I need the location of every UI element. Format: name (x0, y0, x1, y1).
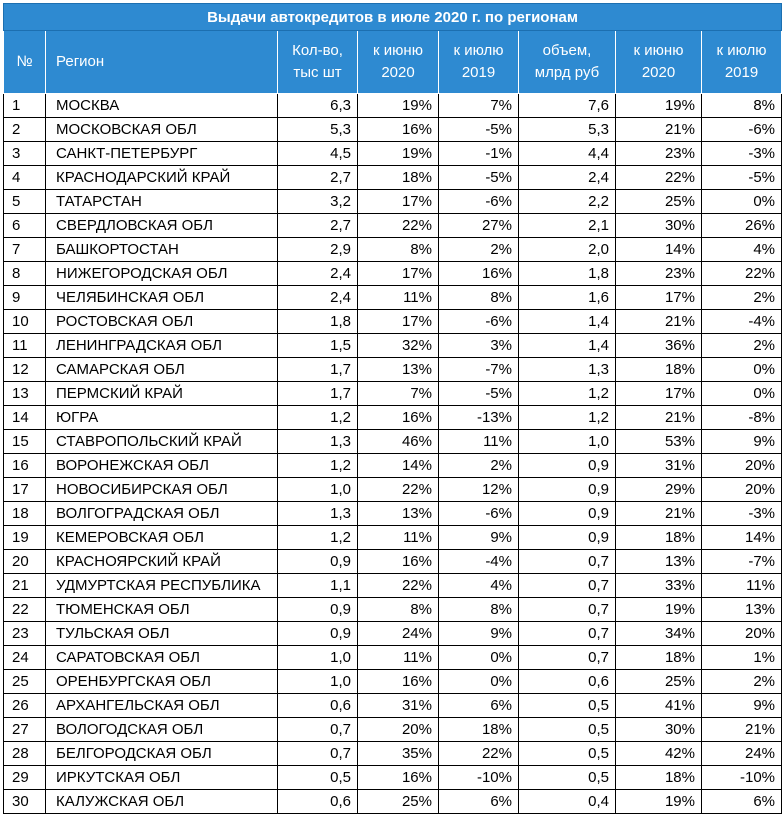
table-row (4, 382, 782, 406)
volume-value: 0,7 (519, 550, 616, 574)
volume-value: 4,4 (519, 142, 616, 166)
count-value: 1,2 (278, 526, 358, 550)
volume-value: 0,5 (519, 766, 616, 790)
row-num: 19 (4, 526, 46, 550)
volume-vs-july: 4% (702, 238, 782, 262)
volume-vs-june: 19% (616, 94, 702, 118)
row-num: 4 (4, 166, 46, 190)
table-row (4, 622, 782, 646)
count-vs-july: -5% (439, 382, 519, 406)
count-vs-june: 17% (358, 310, 439, 334)
table-row (4, 598, 782, 622)
count-value: 1,0 (278, 478, 358, 502)
count-vs-july: 27% (439, 214, 519, 238)
count-vs-june: 24% (358, 622, 439, 646)
region-name: КЕМЕРОВСКАЯ ОБЛ (46, 526, 278, 550)
count-value: 0,6 (278, 790, 358, 814)
count-value: 1,2 (278, 454, 358, 478)
volume-value: 1,8 (519, 262, 616, 286)
count-vs-july: -4% (439, 550, 519, 574)
count-value: 1,5 (278, 334, 358, 358)
count-vs-july: 2% (439, 454, 519, 478)
count-vs-june: 20% (358, 718, 439, 742)
count-vs-july: 6% (439, 694, 519, 718)
count-value: 5,3 (278, 118, 358, 142)
volume-value: 0,7 (519, 622, 616, 646)
row-num: 26 (4, 694, 46, 718)
volume-vs-july: 26% (702, 214, 782, 238)
table-row (4, 454, 782, 478)
count-vs-july: -7% (439, 358, 519, 382)
table-row (4, 94, 782, 118)
loans-table (3, 3, 782, 814)
volume-vs-july: 22% (702, 262, 782, 286)
table-row (4, 214, 782, 238)
count-vs-june: 16% (358, 550, 439, 574)
row-num: 5 (4, 190, 46, 214)
volume-vs-june: 42% (616, 742, 702, 766)
row-num: 21 (4, 574, 46, 598)
count-value: 4,5 (278, 142, 358, 166)
count-vs-july: -13% (439, 406, 519, 430)
count-vs-june: 13% (358, 502, 439, 526)
volume-vs-june: 13% (616, 550, 702, 574)
header-count: Кол-во, тыс шт (278, 31, 358, 94)
table-row (4, 574, 782, 598)
volume-vs-july: 2% (702, 286, 782, 310)
region-name: НОВОСИБИРСКАЯ ОБЛ (46, 478, 278, 502)
volume-vs-july: 24% (702, 742, 782, 766)
row-num: 11 (4, 334, 46, 358)
count-vs-july: 12% (439, 478, 519, 502)
count-vs-july: 8% (439, 286, 519, 310)
table-row (4, 166, 782, 190)
volume-vs-june: 53% (616, 430, 702, 454)
table-body (4, 94, 782, 814)
count-vs-july: 2% (439, 238, 519, 262)
volume-vs-july: -3% (702, 502, 782, 526)
count-value: 1,0 (278, 646, 358, 670)
region-name: ИРКУТСКАЯ ОБЛ (46, 766, 278, 790)
table-row (4, 310, 782, 334)
table-row (4, 694, 782, 718)
count-vs-july: -6% (439, 310, 519, 334)
volume-vs-june: 18% (616, 526, 702, 550)
volume-value: 0,6 (519, 670, 616, 694)
count-value: 2,9 (278, 238, 358, 262)
volume-vs-july: 21% (702, 718, 782, 742)
table-row (4, 142, 782, 166)
volume-vs-june: 29% (616, 478, 702, 502)
volume-value: 1,3 (519, 358, 616, 382)
table-row (4, 190, 782, 214)
row-num: 2 (4, 118, 46, 142)
volume-value: 0,9 (519, 478, 616, 502)
volume-vs-july: 0% (702, 190, 782, 214)
volume-value: 1,6 (519, 286, 616, 310)
count-vs-june: 22% (358, 574, 439, 598)
count-value: 0,7 (278, 742, 358, 766)
region-name: УДМУРТСКАЯ РЕСПУБЛИКА (46, 574, 278, 598)
volume-vs-july: -3% (702, 142, 782, 166)
volume-vs-july: -6% (702, 118, 782, 142)
count-value: 1,3 (278, 430, 358, 454)
table-row (4, 526, 782, 550)
volume-value: 0,5 (519, 694, 616, 718)
table-row (4, 334, 782, 358)
volume-vs-july: 14% (702, 526, 782, 550)
volume-value: 0,5 (519, 742, 616, 766)
volume-value: 0,4 (519, 790, 616, 814)
row-num: 30 (4, 790, 46, 814)
volume-vs-july: 20% (702, 478, 782, 502)
volume-vs-june: 23% (616, 262, 702, 286)
count-vs-june: 16% (358, 406, 439, 430)
volume-value: 2,2 (519, 190, 616, 214)
volume-value: 2,1 (519, 214, 616, 238)
row-num: 20 (4, 550, 46, 574)
volume-vs-july: -10% (702, 766, 782, 790)
count-vs-june: 22% (358, 214, 439, 238)
region-name: АРХАНГЕЛЬСКАЯ ОБЛ (46, 694, 278, 718)
volume-vs-june: 36% (616, 334, 702, 358)
count-vs-july: -5% (439, 118, 519, 142)
region-name: ЮГРА (46, 406, 278, 430)
volume-vs-june: 25% (616, 670, 702, 694)
region-name: ВОРОНЕЖСКАЯ ОБЛ (46, 454, 278, 478)
volume-value: 0,7 (519, 574, 616, 598)
row-num: 15 (4, 430, 46, 454)
row-num: 9 (4, 286, 46, 310)
table-row (4, 286, 782, 310)
table-row (4, 550, 782, 574)
count-vs-july: -5% (439, 166, 519, 190)
count-value: 2,4 (278, 262, 358, 286)
count-value: 1,7 (278, 382, 358, 406)
volume-vs-july: 9% (702, 430, 782, 454)
count-vs-june: 19% (358, 94, 439, 118)
row-num: 12 (4, 358, 46, 382)
header-count-vs-june: к июню 2020 (358, 31, 439, 94)
volume-value: 7,6 (519, 94, 616, 118)
volume-value: 1,2 (519, 406, 616, 430)
row-num: 22 (4, 598, 46, 622)
table-row (4, 430, 782, 454)
count-vs-june: 11% (358, 526, 439, 550)
count-vs-july: 4% (439, 574, 519, 598)
volume-vs-june: 41% (616, 694, 702, 718)
table-row (4, 718, 782, 742)
volume-vs-july: -4% (702, 310, 782, 334)
count-vs-june: 17% (358, 262, 439, 286)
count-value: 0,9 (278, 598, 358, 622)
volume-vs-july: 20% (702, 454, 782, 478)
volume-vs-july: 6% (702, 790, 782, 814)
header-volume: объем, млрд руб (519, 31, 616, 94)
count-vs-june: 19% (358, 142, 439, 166)
region-name: МОСКОВСКАЯ ОБЛ (46, 118, 278, 142)
volume-vs-june: 34% (616, 622, 702, 646)
table-container (3, 3, 781, 814)
volume-vs-july: -8% (702, 406, 782, 430)
volume-value: 1,2 (519, 382, 616, 406)
count-vs-june: 11% (358, 286, 439, 310)
volume-value: 0,5 (519, 718, 616, 742)
region-name: ПЕРМСКИЙ КРАЙ (46, 382, 278, 406)
volume-value: 5,3 (519, 118, 616, 142)
region-name: ВОЛГОГРАДСКАЯ ОБЛ (46, 502, 278, 526)
count-vs-june: 8% (358, 238, 439, 262)
table-row (4, 406, 782, 430)
volume-vs-june: 21% (616, 310, 702, 334)
volume-value: 1,4 (519, 334, 616, 358)
count-vs-july: 0% (439, 670, 519, 694)
region-name: ВОЛОГОДСКАЯ ОБЛ (46, 718, 278, 742)
count-value: 0,5 (278, 766, 358, 790)
volume-vs-june: 18% (616, 358, 702, 382)
region-name: СВЕРДЛОВСКАЯ ОБЛ (46, 214, 278, 238)
region-name: ТЮМЕНСКАЯ ОБЛ (46, 598, 278, 622)
table-row (4, 358, 782, 382)
count-vs-july: 7% (439, 94, 519, 118)
volume-vs-june: 21% (616, 118, 702, 142)
region-name: ТУЛЬСКАЯ ОБЛ (46, 622, 278, 646)
volume-vs-june: 22% (616, 166, 702, 190)
volume-vs-june: 30% (616, 718, 702, 742)
count-vs-june: 16% (358, 118, 439, 142)
count-vs-july: 6% (439, 790, 519, 814)
count-vs-june: 22% (358, 478, 439, 502)
volume-vs-july: 8% (702, 94, 782, 118)
volume-vs-july: 9% (702, 694, 782, 718)
volume-vs-july: -5% (702, 166, 782, 190)
count-value: 0,9 (278, 622, 358, 646)
row-num: 23 (4, 622, 46, 646)
region-name: САРАТОВСКАЯ ОБЛ (46, 646, 278, 670)
table-row (4, 478, 782, 502)
row-num: 16 (4, 454, 46, 478)
count-vs-july: 0% (439, 646, 519, 670)
volume-vs-june: 31% (616, 454, 702, 478)
header-volume-vs-june: к июню 2020 (616, 31, 702, 94)
volume-vs-july: 2% (702, 334, 782, 358)
count-vs-june: 25% (358, 790, 439, 814)
volume-value: 0,9 (519, 454, 616, 478)
row-num: 24 (4, 646, 46, 670)
table-row (4, 766, 782, 790)
table-row (4, 742, 782, 766)
table-row (4, 646, 782, 670)
region-name: КРАСНОДАРСКИЙ КРАЙ (46, 166, 278, 190)
row-num: 10 (4, 310, 46, 334)
volume-vs-july: 11% (702, 574, 782, 598)
header-region: Регион (46, 31, 278, 94)
row-num: 28 (4, 742, 46, 766)
title-row (4, 4, 782, 31)
region-name: ЧЕЛЯБИНСКАЯ ОБЛ (46, 286, 278, 310)
count-vs-july: 16% (439, 262, 519, 286)
volume-vs-june: 19% (616, 790, 702, 814)
region-name: САМАРСКАЯ ОБЛ (46, 358, 278, 382)
count-vs-june: 7% (358, 382, 439, 406)
count-value: 1,1 (278, 574, 358, 598)
count-value: 3,2 (278, 190, 358, 214)
table-row (4, 238, 782, 262)
row-num: 13 (4, 382, 46, 406)
region-name: ТАТАРСТАН (46, 190, 278, 214)
row-num: 25 (4, 670, 46, 694)
table-row (4, 118, 782, 142)
volume-vs-june: 18% (616, 646, 702, 670)
count-vs-july: 9% (439, 622, 519, 646)
header-volume-vs-july: к июлю 2019 (702, 31, 782, 94)
volume-value: 1,0 (519, 430, 616, 454)
count-vs-june: 18% (358, 166, 439, 190)
region-name: КРАСНОЯРСКИЙ КРАЙ (46, 550, 278, 574)
table-row (4, 790, 782, 814)
count-value: 1,8 (278, 310, 358, 334)
row-num: 6 (4, 214, 46, 238)
volume-vs-june: 25% (616, 190, 702, 214)
count-vs-july: -1% (439, 142, 519, 166)
region-name: СТАВРОПОЛЬСКИЙ КРАЙ (46, 430, 278, 454)
row-num: 3 (4, 142, 46, 166)
count-vs-july: 3% (439, 334, 519, 358)
volume-value: 1,4 (519, 310, 616, 334)
volume-vs-june: 21% (616, 406, 702, 430)
volume-vs-june: 18% (616, 766, 702, 790)
count-vs-july: 11% (439, 430, 519, 454)
count-value: 6,3 (278, 94, 358, 118)
header-row (4, 31, 782, 94)
count-vs-july: 22% (439, 742, 519, 766)
region-name: ЛЕНИНГРАДСКАЯ ОБЛ (46, 334, 278, 358)
volume-vs-july: 2% (702, 670, 782, 694)
volume-vs-june: 21% (616, 502, 702, 526)
count-vs-june: 16% (358, 766, 439, 790)
count-vs-june: 31% (358, 694, 439, 718)
table-title: Выдачи автокредитов в июле 2020 г. по регионам (4, 4, 782, 31)
volume-vs-june: 17% (616, 382, 702, 406)
count-value: 2,7 (278, 214, 358, 238)
region-name: РОСТОВСКАЯ ОБЛ (46, 310, 278, 334)
count-vs-july: 8% (439, 598, 519, 622)
count-value: 1,0 (278, 670, 358, 694)
count-value: 0,6 (278, 694, 358, 718)
volume-value: 0,7 (519, 598, 616, 622)
count-vs-june: 11% (358, 646, 439, 670)
count-vs-june: 8% (358, 598, 439, 622)
count-vs-july: -10% (439, 766, 519, 790)
count-value: 2,7 (278, 166, 358, 190)
count-vs-june: 13% (358, 358, 439, 382)
count-vs-june: 17% (358, 190, 439, 214)
volume-vs-july: 13% (702, 598, 782, 622)
volume-vs-june: 14% (616, 238, 702, 262)
row-num: 14 (4, 406, 46, 430)
row-num: 27 (4, 718, 46, 742)
volume-vs-july: 0% (702, 358, 782, 382)
region-name: КАЛУЖСКАЯ ОБЛ (46, 790, 278, 814)
volume-vs-july: 20% (702, 622, 782, 646)
region-name: МОСКВА (46, 94, 278, 118)
volume-value: 0,9 (519, 502, 616, 526)
row-num: 1 (4, 94, 46, 118)
volume-vs-june: 30% (616, 214, 702, 238)
volume-value: 0,7 (519, 646, 616, 670)
table-row (4, 262, 782, 286)
region-name: САНКТ-ПЕТЕРБУРГ (46, 142, 278, 166)
volume-value: 0,9 (519, 526, 616, 550)
header-num: № (4, 31, 46, 94)
count-vs-july: 9% (439, 526, 519, 550)
count-vs-july: -6% (439, 190, 519, 214)
count-vs-june: 46% (358, 430, 439, 454)
volume-value: 2,0 (519, 238, 616, 262)
volume-vs-july: 1% (702, 646, 782, 670)
row-num: 8 (4, 262, 46, 286)
count-vs-june: 14% (358, 454, 439, 478)
volume-vs-june: 33% (616, 574, 702, 598)
row-num: 29 (4, 766, 46, 790)
region-name: ОРЕНБУРГСКАЯ ОБЛ (46, 670, 278, 694)
volume-vs-july: -7% (702, 550, 782, 574)
region-name: БЕЛГОРОДСКАЯ ОБЛ (46, 742, 278, 766)
header-count-vs-july: к июлю 2019 (439, 31, 519, 94)
count-vs-june: 32% (358, 334, 439, 358)
count-value: 1,3 (278, 502, 358, 526)
region-name: НИЖЕГОРОДСКАЯ ОБЛ (46, 262, 278, 286)
row-num: 7 (4, 238, 46, 262)
volume-vs-june: 23% (616, 142, 702, 166)
region-name: БАШКОРТОСТАН (46, 238, 278, 262)
count-value: 1,7 (278, 358, 358, 382)
volume-vs-june: 17% (616, 286, 702, 310)
count-vs-july: 18% (439, 718, 519, 742)
count-vs-june: 16% (358, 670, 439, 694)
table-row (4, 670, 782, 694)
count-value: 0,9 (278, 550, 358, 574)
count-value: 1,2 (278, 406, 358, 430)
count-vs-june: 35% (358, 742, 439, 766)
row-num: 18 (4, 502, 46, 526)
count-value: 0,7 (278, 718, 358, 742)
row-num: 17 (4, 478, 46, 502)
volume-vs-july: 0% (702, 382, 782, 406)
table-row (4, 502, 782, 526)
volume-value: 2,4 (519, 166, 616, 190)
volume-vs-june: 19% (616, 598, 702, 622)
count-value: 2,4 (278, 286, 358, 310)
count-vs-july: -6% (439, 502, 519, 526)
